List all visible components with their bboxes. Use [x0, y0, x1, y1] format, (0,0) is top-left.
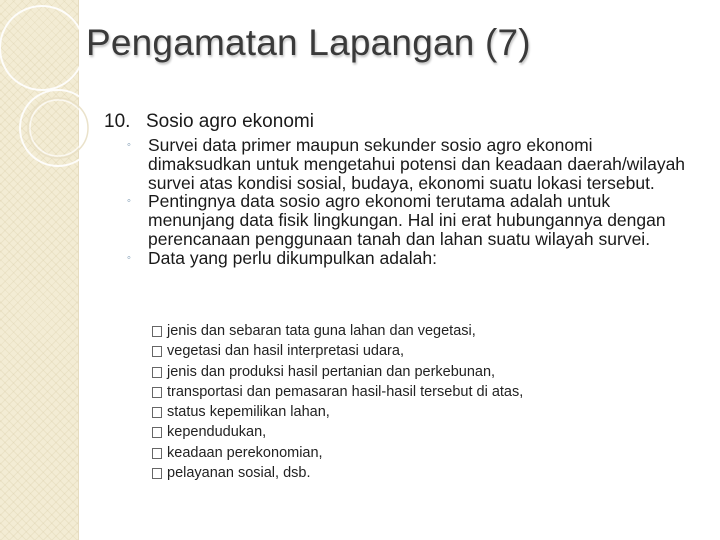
bullet-item	[127, 136, 687, 192]
list-item	[151, 362, 523, 382]
checkbox-bullet-icon	[152, 367, 162, 378]
list-item	[151, 422, 523, 442]
checkbox-bullet-icon	[152, 387, 162, 398]
bullet-list	[127, 136, 687, 268]
checkbox-bullet-icon	[152, 448, 162, 459]
data-item-list	[151, 321, 523, 483]
checkbox-bullet-icon	[152, 326, 162, 337]
list-item	[151, 463, 523, 483]
list-item-text: jenis dan sebaran tata guna lahan dan vegetasi,	[167, 323, 476, 339]
section-heading	[104, 111, 314, 133]
list-item-text: keadaan perekonomian,	[167, 444, 323, 461]
list-item-text: pelayanan sosial, dsb.	[167, 465, 311, 482]
bullet-marker-icon: ◦	[127, 251, 131, 264]
checkbox-bullet-icon	[152, 468, 162, 479]
bullet-text: Survei data primer maupun sekunder sosio agro ekonomi dimaksudkan untuk mengetahui potensi dan keadaan daerah/wilayah survei atas kondisi sosial, budaya, ekonomi suatu lokasi tersebut.	[148, 135, 686, 193]
bullet-text: Pentingnya data sosio agro ekonomi terutama adalah untuk menunjang data fisik lingkungan. Hal ini erat hubungannya dengan perencanaan penggunaan tanah dan lahan suatu wilayah survei.	[148, 191, 666, 249]
bullet-item	[127, 192, 687, 248]
bullet-marker-icon: ◦	[127, 139, 131, 151]
slide-title: Pengamatan Lapangan (7)	[86, 22, 531, 63]
list-item-text: jenis dan produksi hasil pertanian dan perkebunan,	[167, 363, 496, 380]
list-item	[151, 443, 523, 463]
list-item-text: status kepemilikan lahan,	[167, 404, 330, 421]
list-item	[151, 321, 523, 341]
checkbox-bullet-icon	[152, 407, 162, 418]
list-item	[151, 382, 523, 402]
list-item-text: transportasi dan pemasaran hasil-hasil tersebut di atas,	[167, 383, 524, 400]
checkbox-bullet-icon	[152, 346, 162, 357]
bullet-item	[127, 249, 687, 268]
section-number: 10.	[104, 111, 131, 132]
checkbox-bullet-icon	[152, 427, 162, 438]
list-item-text: vegetasi dan hasil interpretasi udara,	[167, 343, 404, 360]
bullet-marker-icon: ◦	[127, 195, 131, 208]
bullet-text: Data yang perlu dikumpulkan adalah:	[148, 247, 437, 268]
list-item	[151, 402, 523, 422]
list-item	[151, 341, 523, 361]
list-item-text: kependudukan,	[167, 424, 267, 441]
section-label: Sosio agro ekonomi	[146, 111, 314, 132]
